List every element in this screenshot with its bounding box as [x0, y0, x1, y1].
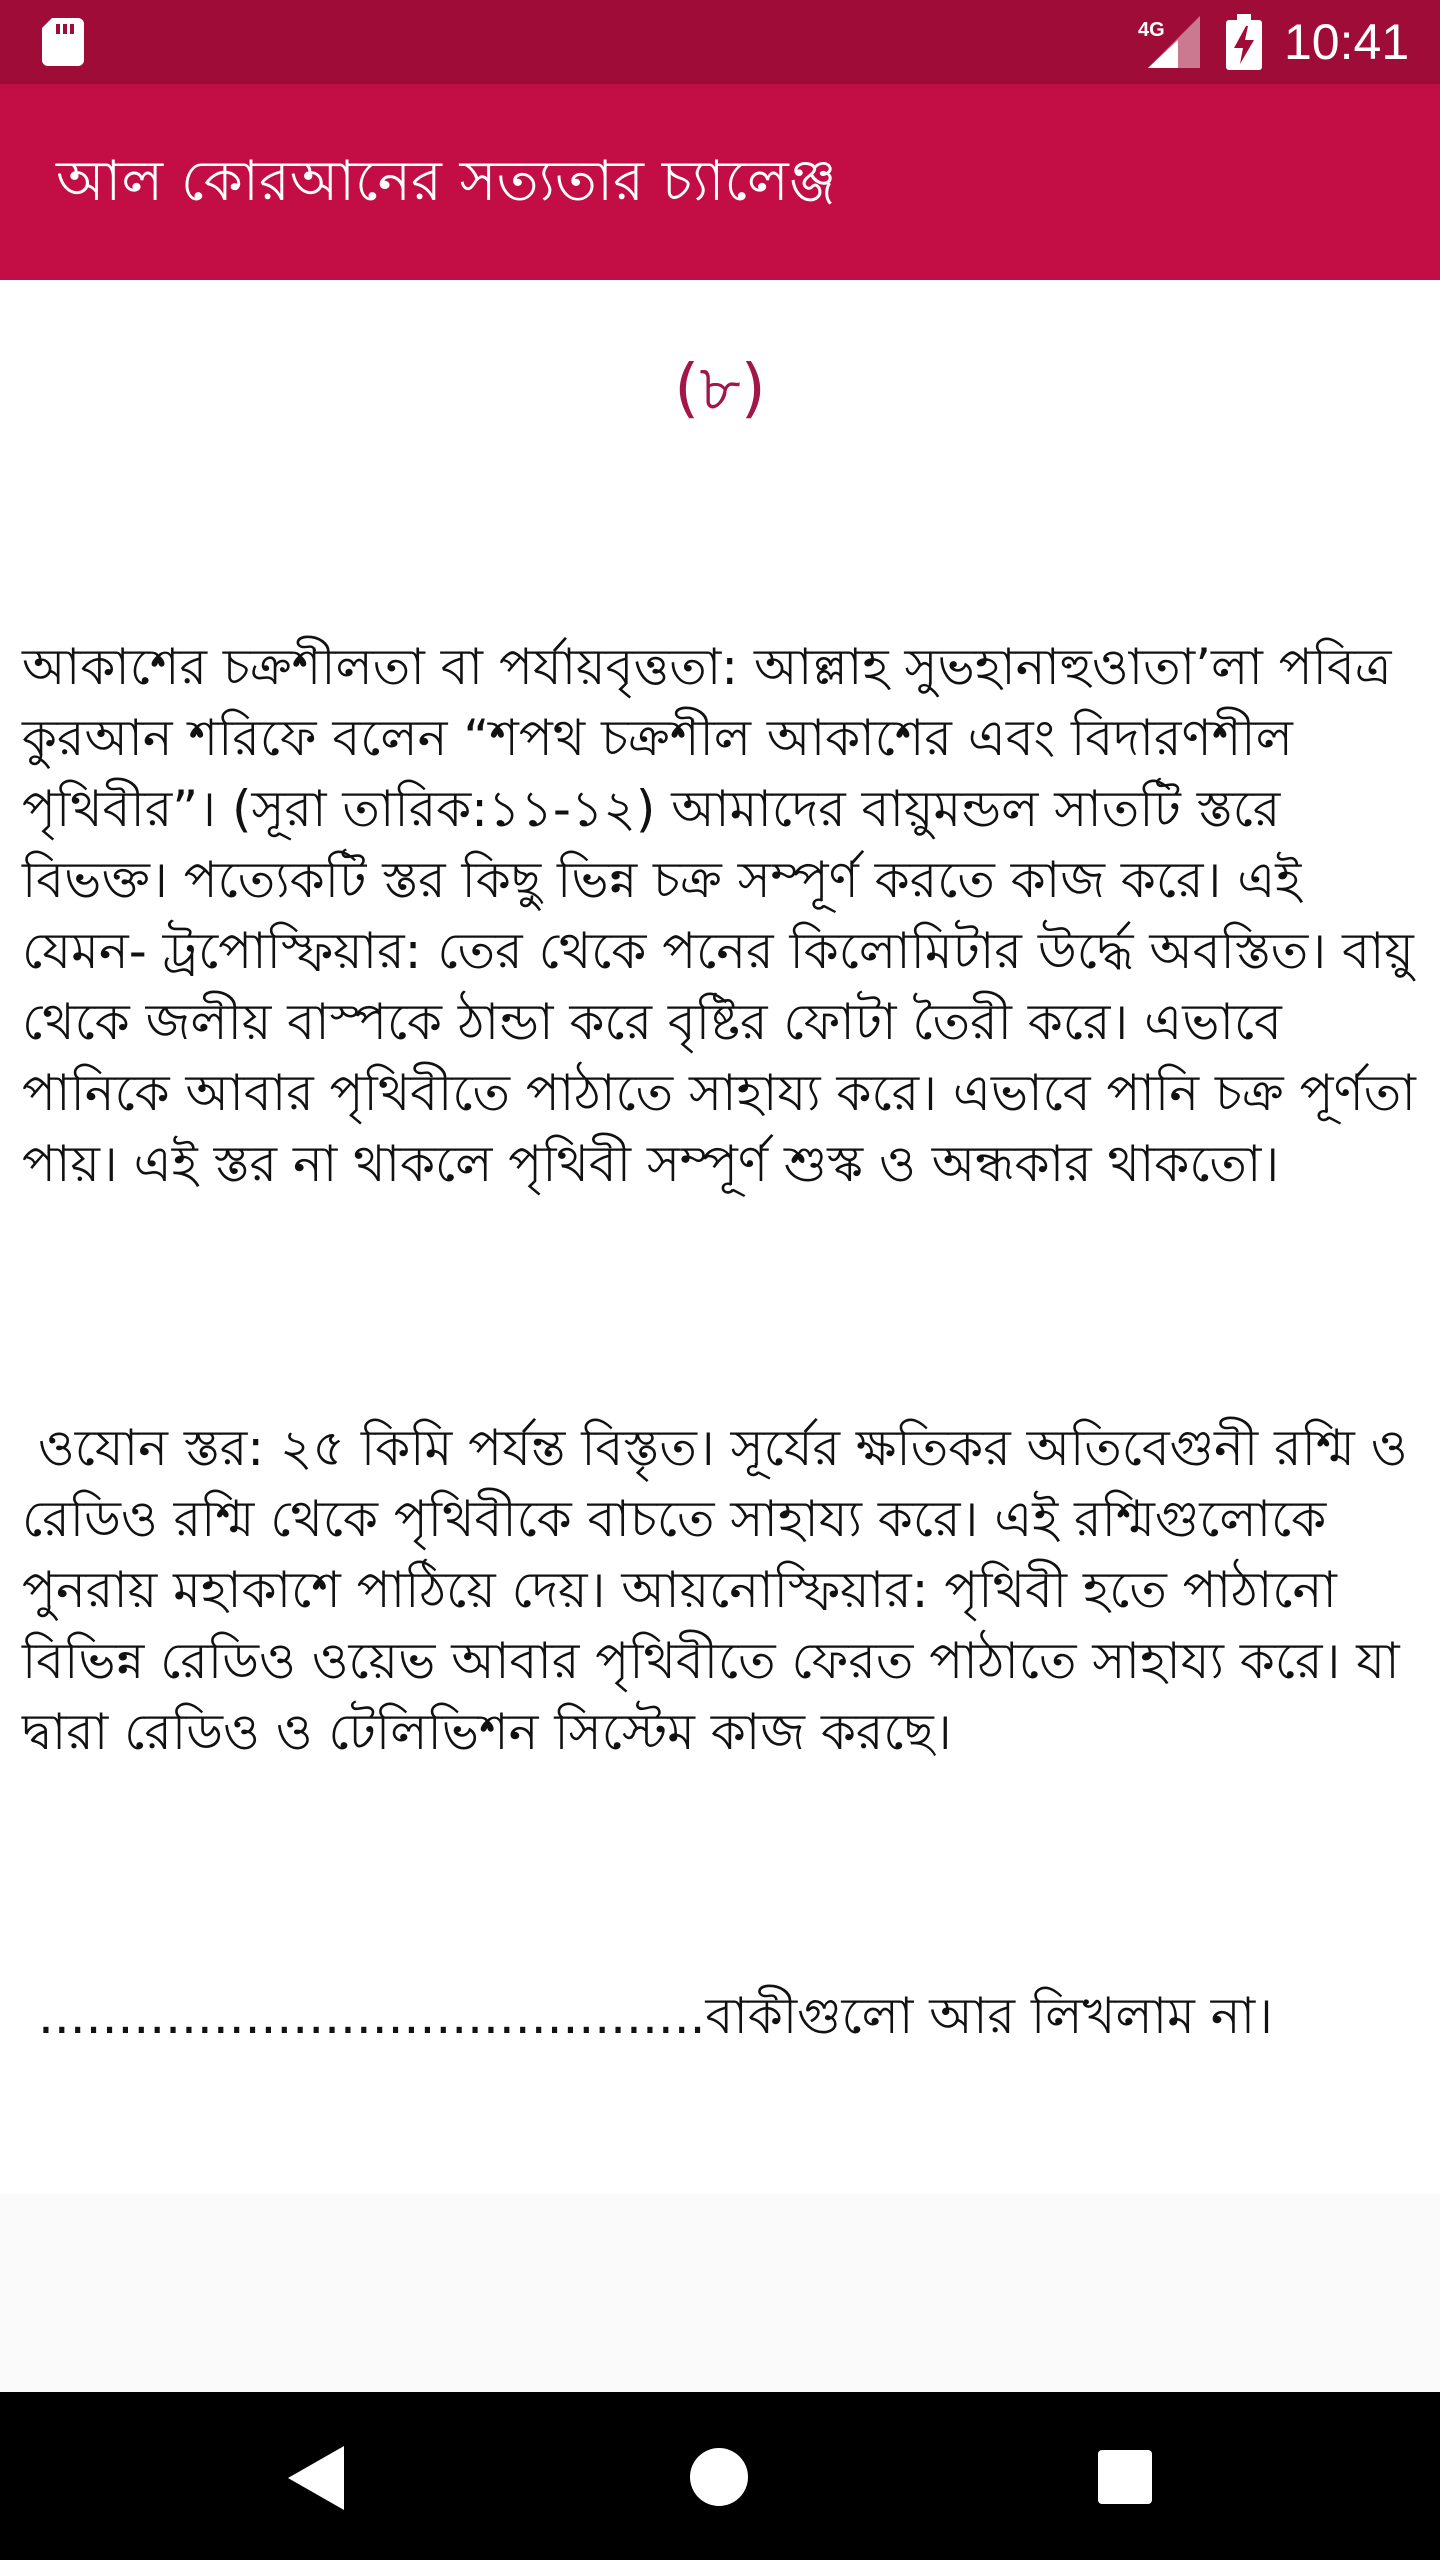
chapter-number: (৮) — [674, 352, 766, 426]
sd-card-icon — [42, 18, 84, 66]
paragraph-3: ..........................................বাকীগুলো আর লিখলাম না। — [38, 1987, 1273, 2045]
article-body — [22, 490, 1432, 2194]
recents-icon[interactable] — [1098, 2450, 1152, 2504]
home-icon[interactable] — [690, 2448, 748, 2506]
back-icon[interactable] — [288, 2446, 344, 2510]
app-title: আল কোরআনের সত্যতার চ্যালেঞ্জ — [56, 149, 837, 214]
network-type-label: 4G — [1138, 19, 1165, 41]
status-time: 10:41 — [1284, 14, 1410, 70]
app-bar — [0, 84, 1440, 280]
paragraph-2: ওযোন স্তর: ২৫ কিমি পর্যন্ত বিস্তৃত। সূর্যের ক্ষতিকর অতিবেগুনী রশ্মি ও রেডিও রশ্মি থেকে পৃথিবীকে বাচতে সাহায্য করে। এই রশ্মিগুলোকে পুনরায় মহাকাশে পাঠিয়ে দেয়। আয়নোস্ফিয়ার: পৃথিবী হতে পাঠানো বিভিন্ন রেডিও ওয়েভ আবার পৃথিবীতে ফেরত পাঠাতে সাহায্য করে। যা দ্বারা রেডিও ও টেলিভিশন সিস্টেম কাজ করছে। — [22, 1419, 1424, 1761]
signal-icon — [1138, 16, 1200, 68]
status-bar — [0, 0, 1440, 84]
battery-charging-icon — [1226, 14, 1262, 70]
paragraph-1: আকাশের চক্রশীলতা বা পর্যায়বৃত্ততা: আল্লাহ সুভহানাহুওাতা’লা পবিত্র কুরআন শরিফে বলেন “শপথ চক্রশীল আকাশের এবং বিদারণশীল পৃথিবীর”। (সূরা তারিক:১১-১২) আমাদের বায়ুমন্ডল সাতটি স্তরে বিভক্ত। পত্যেকটি স্তর কিছু ভিন্ন চক্র সম্পূর্ণ করতে কাজ করে। এই যেমন- ট্রপোস্ফিয়ার: তের থেকে পনের কিলোমিটার উর্দ্ধে অবস্তিত। বায়ু থেকে জলীয় বাস্পকে ঠান্ডা করে বৃষ্টির ফোটা তৈরী করে। এভাবে পানিকে আবার পৃথিবীতে পাঠাতে সাহায্য করে। এভাবে পানি চক্র পূর্ণতা পায়। এই স্তর না থাকলে পৃথিবী সম্পূর্ণ শুস্ক ও অন্ধকার থাকতো। — [22, 638, 1432, 1193]
article-content[interactable] — [0, 280, 1440, 2194]
navigation-bar — [0, 2392, 1440, 2560]
